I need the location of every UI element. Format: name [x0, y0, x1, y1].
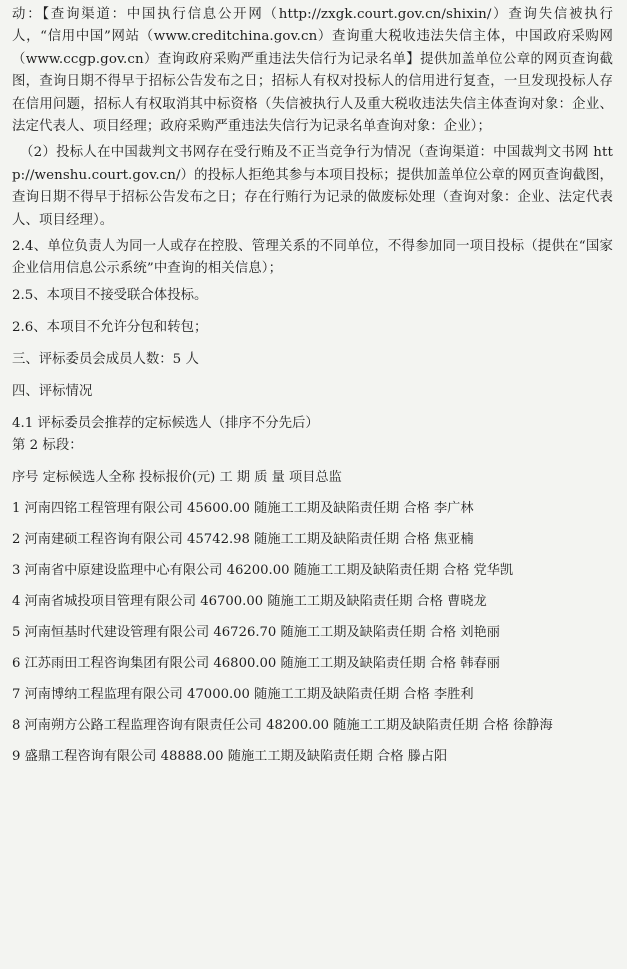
paragraph-2-5: 2.5、本项目不接受联合体投标。: [12, 287, 208, 303]
lot-2-label: 第 2 标段：: [12, 437, 83, 453]
candidate-row: 3 河南省中原建设监理中心有限公司 46200.00 随施工工期及缺陷责任期 合格 党华凯: [12, 562, 514, 578]
candidate-list: [12, 498, 613, 768]
section-4-1: 4.1 评标委员会推荐的定标候选人（排序不分先后）: [12, 415, 319, 431]
paragraph-bribery-check: （2）投标人在中国裁判文书网存在受行贿及不正当竞争行为情况（查询渠道：中国裁判文书网 http://wenshu.court.gov.cn/）的投标人拒绝其参与本项目投标；提供加盖单位公章的网页查询截图，查询日期不得早于招标公告发布之日；存在行贿行为记录的做废标处理（查询对象：企业、法定代表人、项目经理）。: [12, 145, 613, 228]
paragraph-2-4: 2.4、单位负责人为同一人或存在控股、管理关系的不同单位，不得参加同一项目投标（提供在“国家企业信用信息公示系统”中查询的相关信息）；: [12, 239, 613, 277]
candidate-row: 2 河南建硕工程咨询有限公司 45742.98 随施工工期及缺陷责任期 合格 焦亚楠: [12, 531, 474, 547]
paragraph-2-6: 2.6、本项目不允许分包和转包；: [12, 319, 208, 335]
section-evaluation-heading: 四、评标情况: [12, 383, 93, 399]
candidate-row: 5 河南恒基时代建设管理有限公司 46726.70 随施工工期及缺陷责任期 合格 刘艳丽: [12, 624, 500, 640]
section-committee-size: 三、评标委员会成员人数：5 人: [12, 351, 199, 367]
candidate-row: 4 河南省城投项目管理有限公司 46700.00 随施工工期及缺陷责任期 合格 曹晓龙: [12, 593, 487, 609]
paragraph-credit-inquiry: 动：【查询渠道：中国执行信息公开网（http://zxgk.court.gov.cn/shixin/）查询失信被执行人，“信用中国”网站（www.creditchina.gov.cn）查询重大税收违法失信主体，中国政府采购网（www.ccgp.gov.cn）查询政府采购严重违法失信行为记录名单】提供加盖单位公章的网页查询截图，查询日期不得早于招标公告发布之日；招标人有权对投标人的信用进行复查，一旦发现投标人存在信用问题，招标人有权取消其中标资格（失信被执行人及重大税收违法失信主体查询对象：企业、法定代表人、项目经理；政府采购严重违法失信行为记录名单查询对象：企业）；: [12, 7, 613, 135]
candidate-row: 7 河南博纳工程监理有限公司 47000.00 随施工工期及缺陷责任期 合格 李胜利: [12, 686, 474, 702]
candidate-table-header: 序号 定标候选人全称 投标报价(元) 工 期 质 量 项目总监: [12, 469, 342, 485]
candidate-row: 1 河南四铭工程管理有限公司 45600.00 随施工工期及缺陷责任期 合格 李广林: [12, 500, 474, 516]
candidate-row: 9 盛鼎工程咨询有限公司 48888.00 随施工工期及缺陷责任期 合格 滕占阳: [12, 748, 448, 764]
candidate-row: 6 江苏雨田工程咨询集团有限公司 46800.00 随施工工期及缺陷责任期 合格 韩春丽: [12, 655, 500, 671]
candidate-row: 8 河南朔方公路工程监理咨询有限责任公司 48200.00 随施工工期及缺陷责任期 合格 徐静海: [12, 717, 553, 733]
